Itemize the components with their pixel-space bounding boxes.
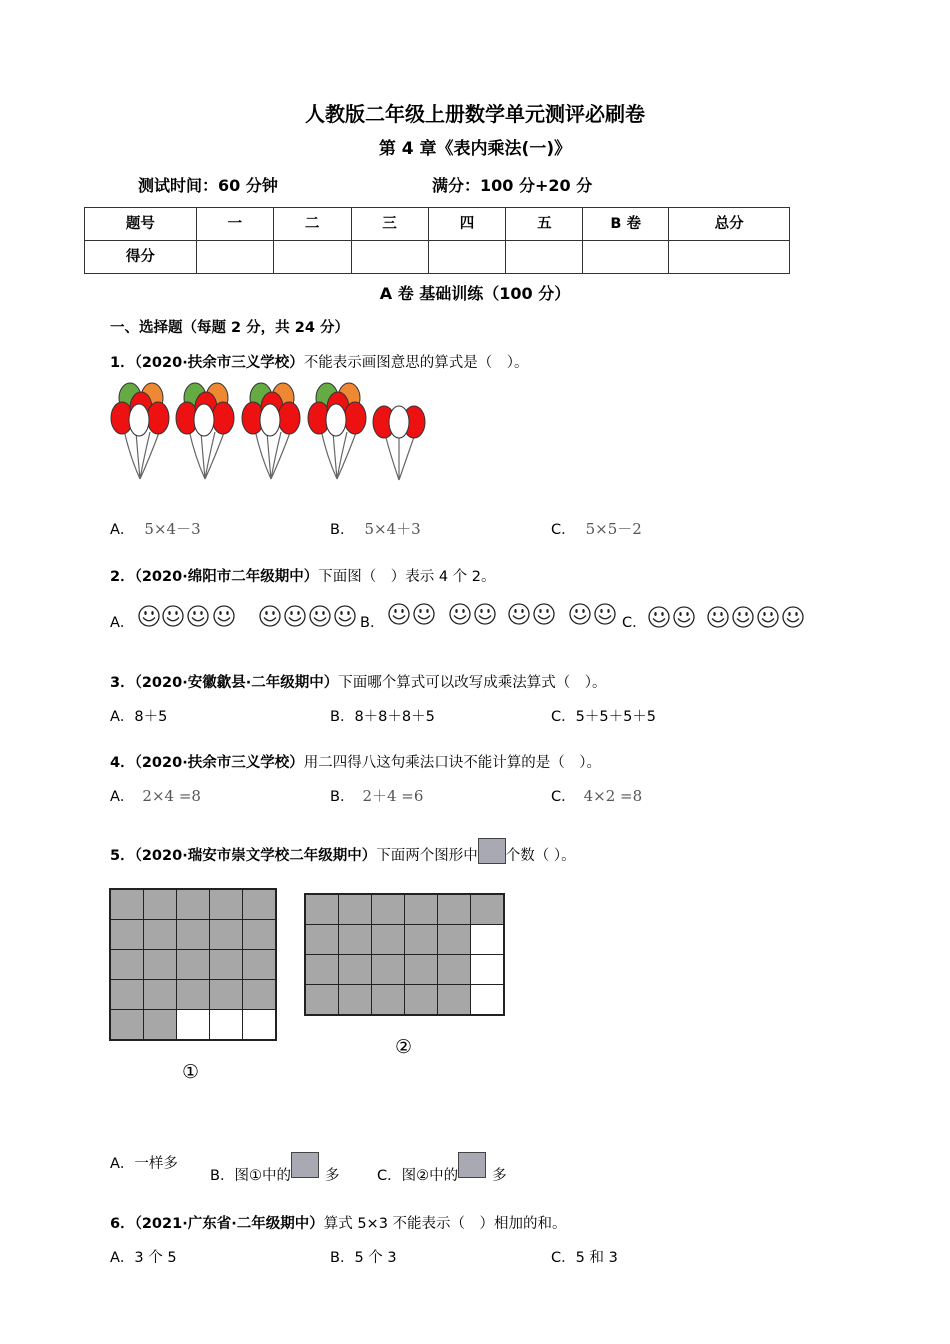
header-cell: 总分 (669, 208, 790, 241)
score-cell[interactable] (196, 241, 273, 274)
option-label: B． (330, 522, 355, 538)
option-value: 2×4 =8 (142, 787, 201, 805)
option-label: C． (551, 709, 576, 725)
question-number: 5． (110, 848, 135, 864)
option-value: 8＋8＋8＋5 (354, 709, 435, 725)
question-3 (110, 671, 606, 692)
score-cell[interactable] (351, 241, 428, 274)
option-label: B． (330, 1250, 355, 1266)
smiley-face-icon (733, 607, 753, 627)
question-source: （2020·扶余市三义学校） (134, 755, 304, 771)
smiley-face-icon (310, 606, 330, 626)
smiley-face-icon (783, 607, 803, 627)
balloon-bunch-icon (242, 383, 300, 479)
q5-option-b[interactable] (210, 1152, 339, 1185)
balloon-bunch-icon (176, 383, 234, 479)
q3-option-a[interactable] (110, 705, 167, 726)
option-value: 5＋5＋5＋5 (575, 709, 657, 725)
smiley-face-icon (163, 606, 183, 626)
option-label: B． (330, 789, 355, 805)
balloon-bunch-icon (308, 383, 366, 479)
smiley-face-icon (139, 606, 159, 626)
smiley-face-icon (389, 604, 409, 624)
smiley-face-icon (674, 607, 694, 627)
q3-option-b[interactable] (330, 705, 435, 726)
question-source: （2021·广东省·二年级期中） (134, 1216, 324, 1232)
question-source: （2020·绵阳市二年级期中） (134, 569, 319, 585)
smiley-face-icon (335, 606, 355, 626)
section-a-title: A 卷 基础训练（100 分） (379, 284, 571, 303)
q5-option-a[interactable]: A．一样多 (110, 1156, 178, 1172)
q1-option-b[interactable] (330, 518, 421, 539)
question-text: 个数（ ）。 (505, 848, 576, 864)
smiley-face-icon (570, 604, 590, 624)
q2-smiley-figures (138, 603, 818, 631)
option-value: 5×4＋3 (364, 520, 421, 538)
gray-square-icon (458, 1152, 486, 1178)
option-label: B． (330, 709, 355, 725)
option-label: C． (551, 1250, 576, 1266)
question-text: 用二四得八这句乘法口诀不能计算的是（ ）。 (303, 755, 601, 771)
question-1 (110, 351, 528, 372)
q2-option-c-label[interactable]: C． (622, 615, 647, 631)
gray-square-icon (291, 1152, 319, 1178)
q5-option-c[interactable] (377, 1152, 507, 1185)
smiley-face-icon (285, 606, 305, 626)
question-number: 4． (110, 755, 135, 771)
option-text: 多 (492, 1168, 507, 1184)
doc-title: 人教版二年级上册数学单元测评必刷卷 (305, 102, 645, 126)
smiley-face-icon (214, 606, 234, 626)
balloon-bunch-icon (373, 406, 425, 480)
score-table-header-row (85, 208, 790, 241)
header-cell: 五 (506, 208, 583, 241)
q1-option-c[interactable] (551, 518, 642, 539)
q4-option-a[interactable] (110, 785, 201, 806)
header-cell: 题号 (85, 208, 197, 241)
question-5 (110, 838, 576, 865)
question-text: 算式 5×3 不能表示（ ）相加的和。 (323, 1216, 567, 1232)
question-number: 3． (110, 675, 135, 691)
balloons-figure (108, 382, 438, 484)
q2-option-b-label[interactable]: B． (360, 615, 385, 631)
option-text: 多 (324, 1168, 340, 1184)
option-value: 3 个 5 (134, 1250, 177, 1266)
part1-heading: 一、选择题（每题 2 分，共 24 分） (110, 320, 349, 336)
grid-figure-1 (109, 888, 277, 1041)
header-cell: 四 (428, 208, 506, 241)
smiley-face-icon (758, 607, 778, 627)
smiley-face-icon (475, 604, 495, 624)
question-text: 下面哪个算式可以改写成乘法算式（ ）。 (338, 675, 607, 691)
smiley-face-icon (414, 604, 434, 624)
option-value: 8＋5 (134, 709, 168, 725)
q6-option-c[interactable] (551, 1246, 618, 1267)
option-label: C． (551, 789, 576, 805)
grid-figure-2 (304, 893, 505, 1016)
full-score: 满分：100 分+20 分 (432, 176, 593, 195)
question-4 (110, 751, 601, 772)
chapter-title: 第 4 章《表内乘法(一)》 (378, 139, 572, 159)
question-source: （2020·扶余市三义学校） (134, 355, 304, 371)
header-cell: 三 (351, 208, 428, 241)
question-6 (110, 1212, 567, 1233)
option-value: 5 个 3 (354, 1250, 397, 1266)
question-text: 不能表示画图意思的算式是（ ）。 (303, 355, 529, 371)
score-table-score-row (85, 241, 790, 274)
test-time: 测试时间：60 分钟 (138, 176, 278, 195)
question-number: 6． (110, 1216, 135, 1232)
smiley-face-icon (188, 606, 208, 626)
score-table (84, 207, 790, 274)
q3-option-c[interactable] (551, 705, 656, 726)
score-label-cell: 得分 (85, 241, 197, 274)
header-cell: 一 (196, 208, 273, 241)
gray-square-icon (478, 838, 506, 864)
smiley-face-icon (509, 604, 529, 624)
q4-option-b[interactable] (330, 785, 423, 806)
score-cell[interactable] (583, 241, 669, 274)
question-2 (110, 565, 496, 586)
q6-option-a[interactable] (110, 1246, 177, 1267)
smiley-face-icon (260, 606, 280, 626)
smiley-face-icon (708, 607, 728, 627)
option-text: C．图②中的 (377, 1168, 459, 1184)
question-number: 2． (110, 569, 135, 585)
option-label: C． (551, 522, 576, 538)
option-value: 5×5－2 (585, 520, 642, 538)
score-cell[interactable] (428, 241, 506, 274)
option-label: A． (110, 709, 135, 725)
option-label: A． (110, 1250, 135, 1266)
smiley-face-icon (450, 604, 470, 624)
option-value: 5 和 3 (575, 1250, 618, 1266)
smiley-face-icon (649, 607, 669, 627)
smiley-face-icon (534, 604, 554, 624)
question-text: 下面两个图形中 (376, 848, 478, 864)
q1-option-a[interactable] (110, 518, 201, 539)
score-cell[interactable] (669, 241, 790, 274)
option-label: A． (110, 522, 135, 538)
option-label: A． (110, 789, 135, 805)
balloon-bunch-icon (111, 383, 169, 479)
q2-option-a-label[interactable]: A． (110, 615, 135, 631)
option-text: B．图①中的 (210, 1168, 291, 1184)
question-text: 下面图（ ）表示 4 个 2。 (318, 569, 496, 585)
question-source: （2020·安徽歙县·二年级期中） (134, 675, 339, 691)
smiley-face-icon (595, 604, 615, 624)
score-cell[interactable] (506, 241, 583, 274)
header-cell: 二 (273, 208, 351, 241)
figure-2-label: ② (395, 1036, 413, 1058)
question-number: 1． (110, 355, 135, 371)
figure-1-label: ① (182, 1061, 200, 1083)
q6-option-b[interactable] (330, 1246, 397, 1267)
option-value: 2＋4 =6 (362, 787, 424, 805)
score-cell[interactable] (273, 241, 351, 274)
option-value: 4×2 =8 (583, 787, 643, 805)
question-source: （2020·瑞安市崇文学校二年级期中） (134, 848, 377, 864)
q4-option-c[interactable] (551, 785, 642, 806)
option-value: 5×4－3 (144, 520, 201, 538)
header-cell: B 卷 (583, 208, 669, 241)
